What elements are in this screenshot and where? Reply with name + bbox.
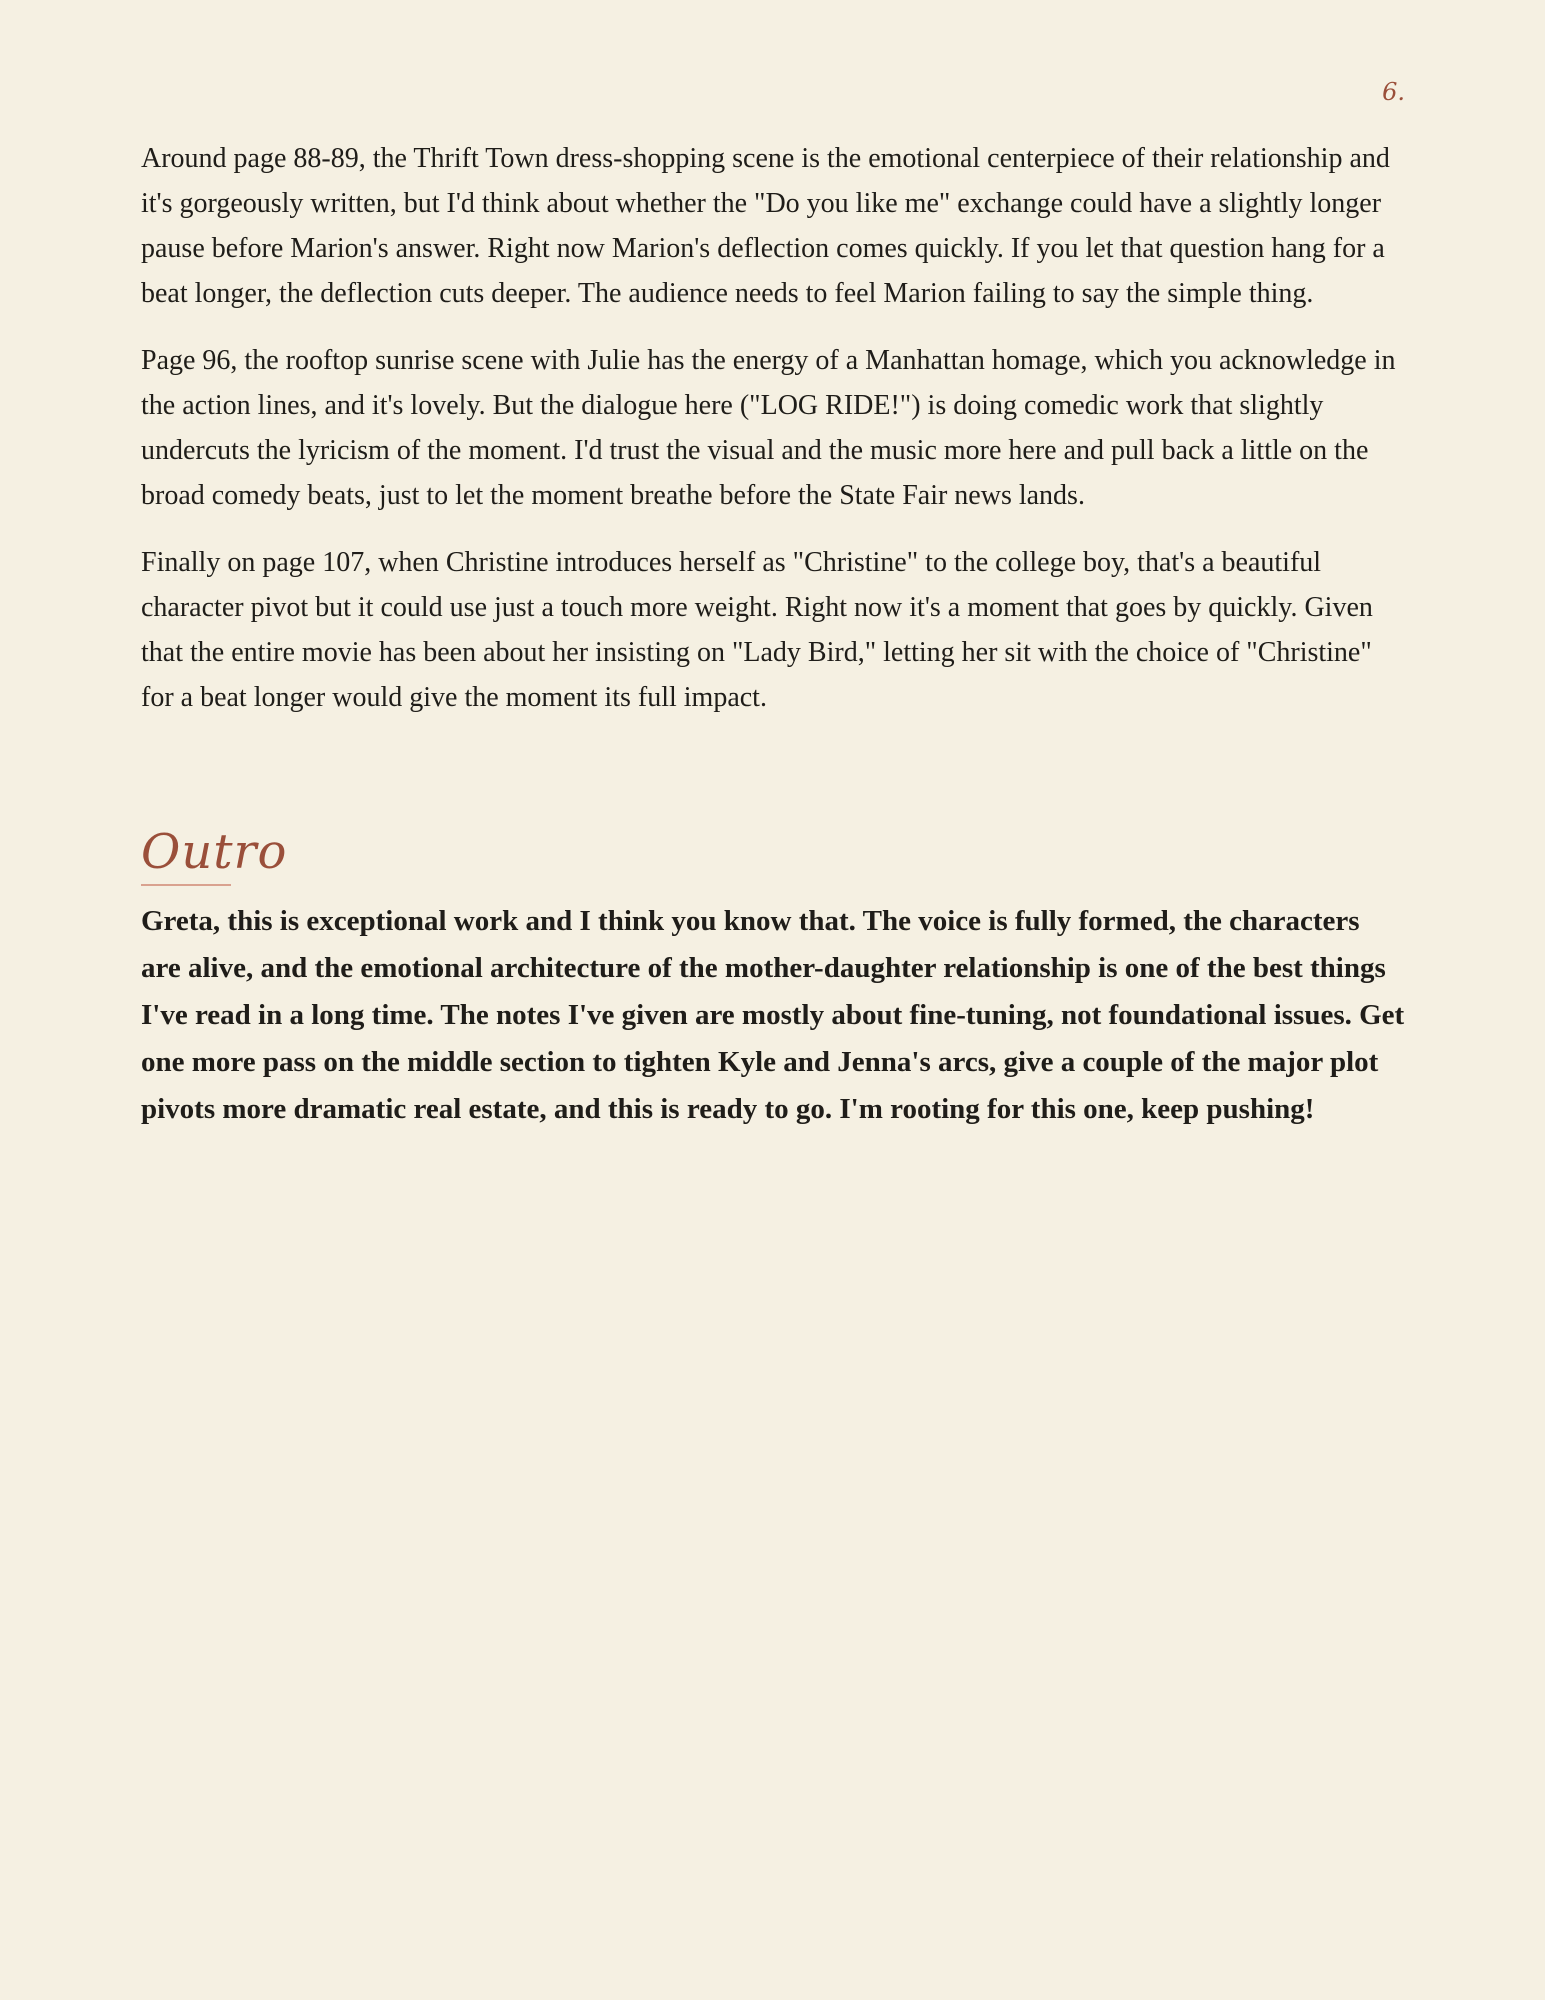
outro-paragraph: Greta, this is exceptional work and I think you know that. The voice is fully formed, the characters are alive, and the emotional architecture of the mother-daughter relationship is one of the best things I've read in a long time. The notes I've given are mostly about fine-tuning, not foundational issues. Get one more pass on the middle section to tighten Kyle and Jenna's arcs, give a couple of the major plot pivots more dramatic real estate, and this is ready to go. I'm rooting for this one, keep pushing! <box>141 905 1405 1125</box>
page-number: 6. <box>1382 78 1405 106</box>
paragraph-christine: Finally on page 107, when Christine introduces herself as "Christine" to the college boy, that's a beautiful character pivot but it could use just a touch more weight. Right now it's a moment that goes by quickly. Given that the entire movie has been about her insisting on "Lady Bird," letting her sit with the choice of "Christine" for a beat longer would give the moment its full impact. <box>141 547 1373 713</box>
outro-heading-block <box>141 822 287 886</box>
outro-heading: Outro <box>141 824 288 880</box>
paragraph-thrift-town: Around page 88-89, the Thrift Town dress-shopping scene is the emotional centerpiece of their relationship and it's gorgeously written, but I'd think about whether the "Do you like me" exchange could have a slightly longer pause before Marion's answer. Right now Marion's deflection comes quickly. If you let that question hang for a beat longer, the deflection cuts deeper. The audience needs to feel Marion failing to say the simple thing. <box>141 143 1390 309</box>
document-body <box>141 136 1405 1133</box>
heading-underline <box>141 884 231 886</box>
paragraph-rooftop-scene: Page 96, the rooftop sunrise scene with Julie has the energy of a Manhattan homage, which you acknowledge in the action lines, and it's lovely. But the dialogue here ("LOG RIDE!") is doing comedic work that slightly undercuts the lyricism of the moment. I'd trust the visual and the music more here and pull back a little on the broad comedy beats, just to let the moment breathe before the State Fair news lands. <box>141 345 1396 511</box>
